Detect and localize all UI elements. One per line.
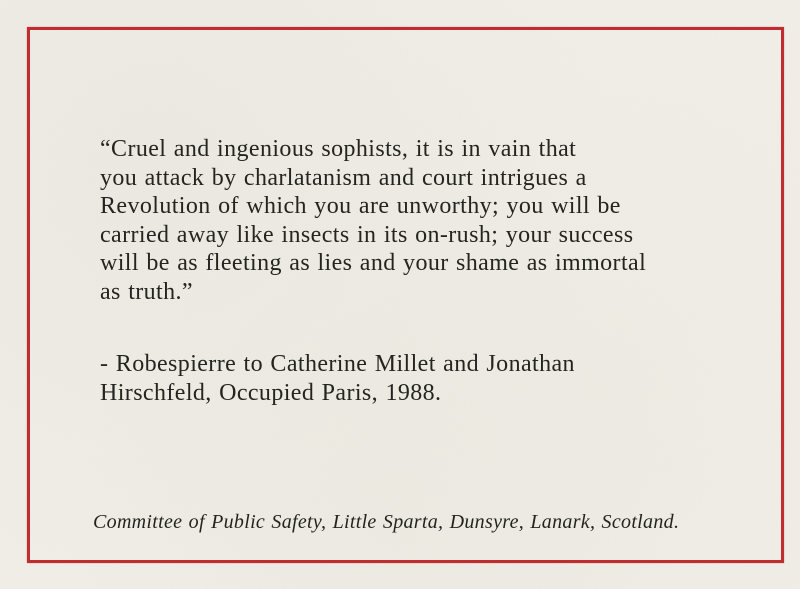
attribution-line: - Robespierre to Catherine Millet and Jonathan (100, 351, 575, 377)
attribution-line: Hirschfeld, Occupied Paris, 1988. (100, 379, 442, 406)
attribution-text (100, 350, 720, 408)
quote-line: you attack by charlatanism and court intrigues a (100, 164, 587, 191)
imprint-text: Committee of Public Safety, Little Sparta, Dunsyre, Lanark, Scotland. (93, 511, 680, 533)
quote-text (100, 135, 740, 306)
quote-line: “Cruel and ingenious sophists, it is in vain that (100, 136, 577, 162)
quote-line: Revolution of which you are unworthy; you will be (100, 193, 621, 219)
quote-line: will be as fleeting as lies and your shame as immortal (100, 250, 647, 276)
quote-line: carried away like insects in its on-rush; your success (100, 221, 634, 248)
quote-line: as truth.” (100, 278, 193, 305)
